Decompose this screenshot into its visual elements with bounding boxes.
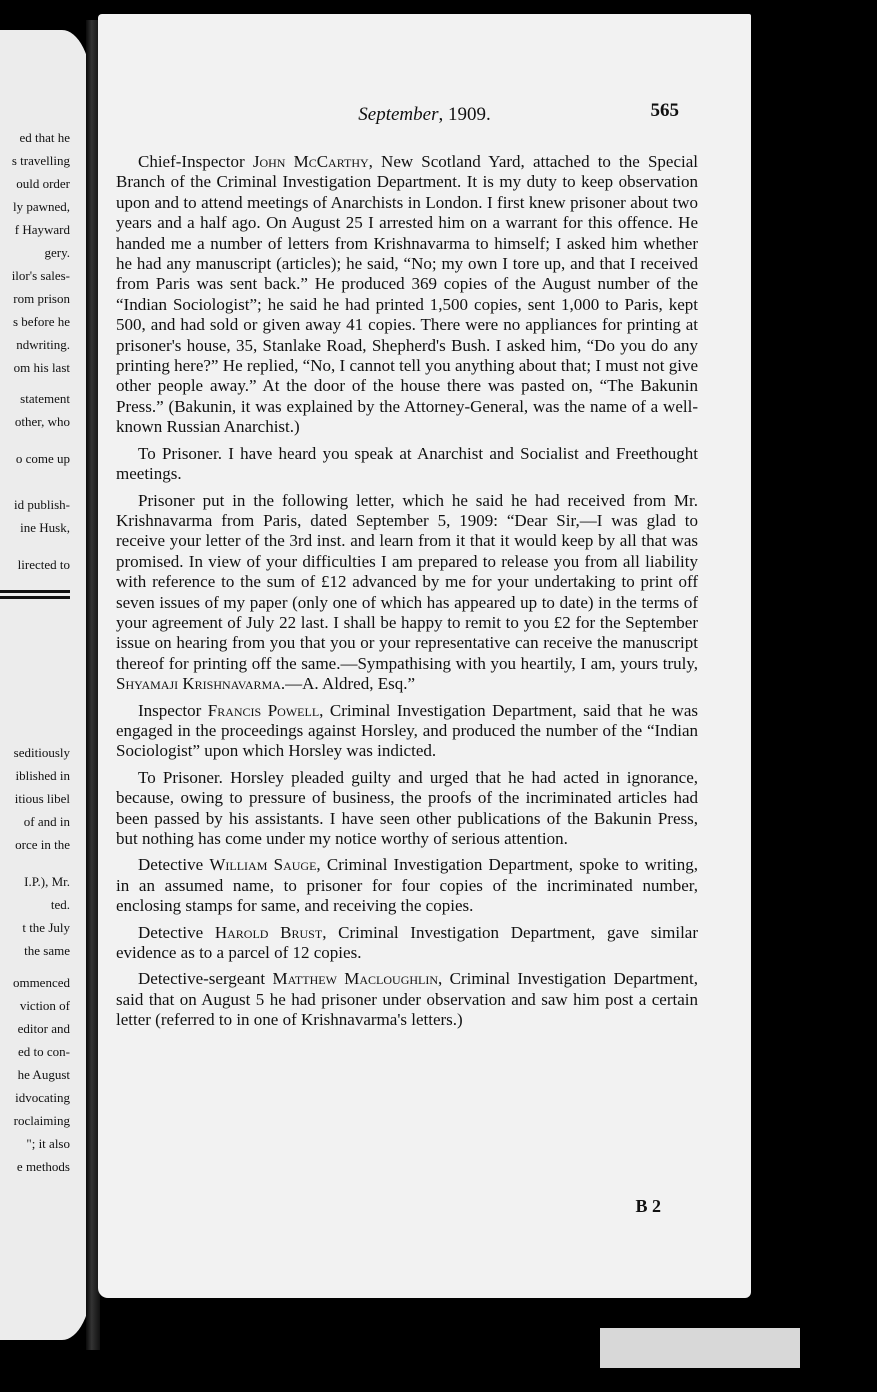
left-page-line: roclaiming bbox=[13, 1113, 70, 1128]
witness-name: John McCarthy bbox=[252, 152, 369, 171]
witness-name: Matthew Macloughlin bbox=[272, 969, 439, 989]
left-page-line: ndwriting. bbox=[16, 337, 70, 352]
left-page-line: ed that he bbox=[19, 130, 70, 145]
left-page-line: editor and bbox=[17, 1021, 70, 1036]
paragraph-brust bbox=[116, 923, 698, 964]
left-page-line: e methods bbox=[16, 1159, 70, 1174]
left-page-line: iblished in bbox=[15, 768, 70, 783]
witness-name: William Sauge bbox=[209, 855, 317, 875]
header-month: September bbox=[358, 104, 439, 125]
page-edge-strip bbox=[600, 1328, 800, 1368]
witness-name: Harold Brust bbox=[214, 922, 323, 942]
letter-signatory: Shyamaji Krishnavarma bbox=[116, 674, 281, 694]
paragraph-text: , Criminal Investigation Department, spoke to writing, in an assumed name, to prisoner for four copies of the incriminated number, enclosing stamps for same, and receiving the copies. bbox=[116, 855, 698, 916]
paragraph-mccarthy bbox=[116, 152, 698, 438]
left-page-line: other, who bbox=[14, 414, 70, 429]
left-page-line: itious libel bbox=[14, 791, 70, 806]
left-page-line: f Hayward bbox=[14, 222, 70, 237]
left-page-line: he August bbox=[17, 1067, 70, 1082]
paragraph-macloughlin bbox=[116, 969, 698, 1030]
paragraph-text: Detective bbox=[138, 855, 210, 875]
left-page-line: of and in bbox=[23, 814, 70, 829]
left-page-rule bbox=[0, 590, 70, 593]
body-text bbox=[116, 152, 698, 1031]
left-page-line: t the July bbox=[22, 920, 70, 935]
left-page-line: "; it also bbox=[26, 1136, 70, 1151]
paragraph-text: Chief-Inspector bbox=[138, 152, 253, 171]
left-page-line: ould order bbox=[16, 176, 70, 191]
left-page-line: statement bbox=[20, 391, 70, 406]
left-page-line: seditiously bbox=[13, 745, 70, 760]
paragraph-letter bbox=[116, 491, 698, 695]
left-page-line: I.P.), Mr. bbox=[24, 874, 70, 889]
witness-name: Francis Powell bbox=[207, 700, 320, 720]
left-page-line: ted. bbox=[50, 897, 70, 912]
right-page bbox=[98, 14, 751, 1298]
left-page-line: ed to con- bbox=[18, 1044, 70, 1059]
left-page-line: ine Husk, bbox=[20, 520, 70, 535]
paragraph-text: , Criminal Investigation Department, said that he was engaged in the proceedings against Horsley, and produced the number of the “Indian Sociologist” upon which Horsley was indicted. bbox=[116, 700, 698, 761]
left-page-rule bbox=[0, 596, 70, 599]
left-page-line: ilor's sales- bbox=[11, 268, 70, 283]
left-page-line: s travelling bbox=[11, 153, 70, 168]
left-page-line: orce in the bbox=[15, 837, 70, 852]
paragraph-text: Prisoner put in the following letter, which he said he had received from Mr. Krishnavarma from Paris, dated September 5, 1909: “Dear Sir,—I was glad to receive your letter of the 3rd inst. and learn from it that it would keep by all that was promised. In view of your difficulties I am prepared to release you from all liability with reference to the sum of £12 advanced by me for your undertaking to print off seven issues of my paper (only one of which has appeared up to date) in the terms of your agreement of July 22 last. I shall be happy to remit to you £2 for the September issue on hearing from you that you or your representative can receive the manuscript thereof for printing off the same.—Sympathising with you heartily, I am, yours truly, bbox=[116, 490, 698, 673]
header-year: , 1909. bbox=[438, 104, 491, 125]
paragraph-text: Detective-sergeant bbox=[138, 969, 273, 989]
paragraph-to-prisoner-1: To Prisoner. I have heard you speak at Anarchist and Socialist and Freethought meetings. bbox=[116, 443, 698, 484]
signature-mark: B 2 bbox=[635, 1196, 661, 1216]
left-page-line: gery. bbox=[44, 245, 70, 260]
paragraph-text: Detective bbox=[138, 922, 215, 942]
left-page-line: idvocating bbox=[15, 1090, 70, 1105]
page-number: 565 bbox=[650, 100, 679, 121]
left-page-line: ommenced bbox=[12, 975, 70, 990]
left-page-line: viction of bbox=[19, 998, 70, 1013]
paragraph-text: , New Scotland Yard, attached to the Special Branch of the Criminal Investigation Department. It is my duty to keep observation upon and to attend meetings of Anarchists in London. I first knew prisoner about two years and a half ago. On August 25 I arrested him on a warrant for this offence. He handed me a number of letters from Krishnavarma to himself; I asked him whether he had any manuscript (articles); he said, “No; my own I tore up, and that I received from Paris was sent back.” He produced 369 copies of the August number of the “Indian Sociologist”; he said he had printed 1,500 copies, sent 1,000 to Paris, kept 500, and had sold or given away 41 copies. There were no appliances for printing at prisoner's house, 35, Stanlake Road, Shepherd's Bush. I asked him, “Do you do any printing here?” He replied, “No, I cannot tell you anything about that; I must not give other people away.” At the door of the house there was pasted on, “The Bakunin Press.” (Bakunin, it was explained by the Attorney-General, was the name of a well-known Russian Anarchist.) bbox=[116, 152, 699, 437]
left-page-line: the same bbox=[24, 943, 70, 958]
left-page-line: id publish- bbox=[14, 497, 70, 512]
paragraph-to-prisoner-2: To Prisoner. Horsley pleaded guilty and urged that he had acted in ignorance, because, owing to pressure of business, the proofs of the incriminated articles had been passed by his assistants. I have seen other publications of the Bakunin Press, but nothing has come under my notice worthy of serious attention. bbox=[116, 767, 698, 848]
left-facing-page bbox=[0, 30, 92, 1340]
paragraph-text: , Criminal Investigation Department, said that on August 5 he had prisoner under observation and saw him post a certain letter (referred to in one of Krishnavarma's letters.) bbox=[116, 969, 698, 1030]
left-page-line: om his last bbox=[13, 360, 70, 375]
left-page-line: lirected to bbox=[17, 557, 70, 572]
paragraph-text: Inspector bbox=[138, 700, 208, 720]
left-page-line: ly pawned, bbox=[12, 199, 70, 214]
left-page-line: o come up bbox=[15, 451, 70, 466]
left-page-line: rom prison bbox=[13, 291, 70, 306]
paragraph-sauge bbox=[116, 855, 698, 916]
paragraph-text: .—A. Aldred, Esq.” bbox=[280, 674, 415, 694]
paragraph-powell bbox=[116, 701, 698, 762]
left-page-line: s before he bbox=[12, 314, 70, 329]
paragraph-text: , Criminal Investigation Department, gave similar evidence as to a parcel of 12 copies. bbox=[116, 922, 698, 963]
